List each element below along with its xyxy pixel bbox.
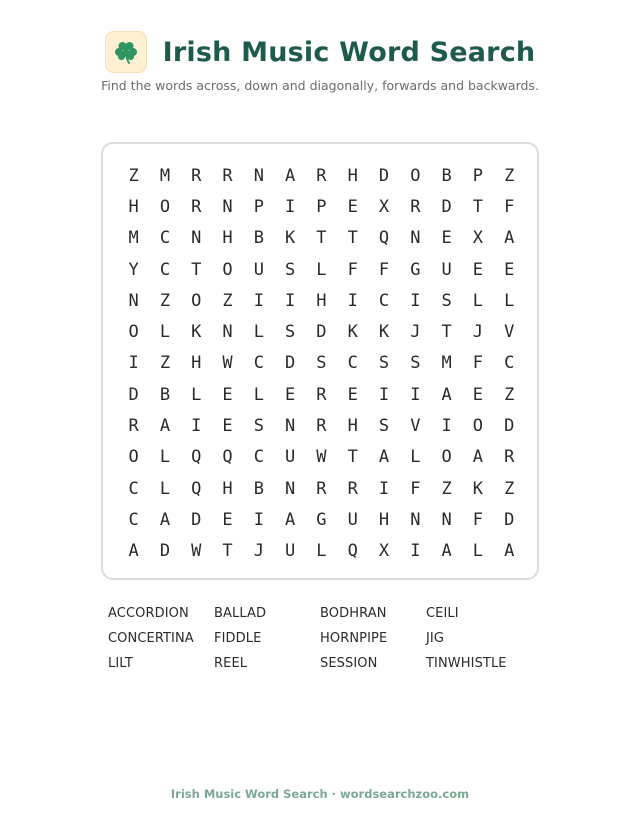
grid-row [118,379,525,410]
grid-cell[interactable]: E [472,384,484,405]
grid-cell[interactable]: N [222,196,233,217]
grid-cell[interactable]: D [159,541,171,562]
grid-cell[interactable]: O [128,322,139,343]
grid-cell[interactable]: U [441,259,452,280]
grid-cell[interactable]: O [128,447,139,468]
grid-cell[interactable]: N [128,290,139,311]
grid-cell[interactable]: P [316,196,327,217]
letter-grid [118,160,525,567]
grid-cell[interactable]: Q [347,541,358,562]
grid-cell[interactable]: A [504,228,515,249]
grid-cell[interactable]: F [472,509,484,530]
grid-cell[interactable]: S [316,353,327,374]
grid-cell[interactable]: C [253,447,264,468]
grid-cell[interactable]: H [191,353,202,374]
page-title: Irish Music Word Search [162,36,536,68]
grid-cell[interactable]: L [253,322,264,343]
grid-cell[interactable]: D [316,322,327,343]
grid-cell[interactable]: V [410,416,421,437]
grid-cell[interactable]: S [378,353,390,374]
grid-cell[interactable]: G [410,259,421,280]
grid-cell[interactable]: I [410,384,421,405]
grid-row [118,254,525,285]
grid-cell[interactable]: M [441,353,452,374]
word-list-item: SESSION [320,656,378,671]
grid-cell[interactable]: T [191,259,202,280]
grid-cell[interactable]: N [285,416,296,437]
grid-cell[interactable]: D [378,165,390,186]
grid-cell[interactable]: E [472,259,484,280]
grid-cell[interactable]: A [441,384,452,405]
grid-row [118,504,525,535]
grid-cell[interactable]: N [191,228,202,249]
grid-cell[interactable]: O [159,196,171,217]
grid-cell[interactable]: R [128,416,139,437]
grid-cell[interactable]: L [159,322,171,343]
grid-cell[interactable]: S [378,416,390,437]
grid-cell[interactable]: W [222,353,233,374]
grid-cell[interactable]: U [285,541,296,562]
grid-row [118,348,525,379]
grid-cell[interactable]: I [347,290,358,311]
grid-cell[interactable]: B [159,384,171,405]
grid-cell[interactable]: B [253,478,264,499]
word-list-item: REEL [214,656,248,671]
grid-cell[interactable]: I [410,290,421,311]
grid-cell[interactable]: H [347,416,358,437]
grid-cell[interactable]: Z [504,478,515,499]
grid-cell[interactable]: C [504,353,515,374]
grid-cell[interactable]: D [191,509,202,530]
grid-cell[interactable]: Z [159,290,171,311]
grid-cell[interactable]: A [159,509,171,530]
word-list-item: TINWHISTLE [426,656,507,671]
instructions: Find the words across, down and diagonally, forwards and backwards. [101,78,539,93]
grid-cell[interactable]: Y [128,259,139,280]
word-list-item: BALLAD [214,606,267,621]
grid-cell[interactable]: I [378,384,390,405]
grid-cell[interactable]: R [191,165,202,186]
grid-cell[interactable]: E [222,509,233,530]
word-list-item: JIG [426,631,445,646]
grid-cell[interactable]: P [253,196,264,217]
grid-cell[interactable]: R [316,416,327,437]
grid-cell[interactable]: C [128,509,139,530]
grid-cell[interactable]: A [504,541,515,562]
grid-row [118,223,525,254]
grid-cell[interactable]: D [128,384,139,405]
grid-cell[interactable]: E [222,416,233,437]
grid-cell[interactable]: T [472,196,484,217]
grid-cell[interactable]: A [285,509,296,530]
grid-cell[interactable]: Z [441,478,452,499]
grid-cell[interactable]: D [441,196,452,217]
grid-cell[interactable]: K [191,322,202,343]
grid-row [118,285,525,316]
grid-cell[interactable]: X [378,196,390,217]
grid-cell[interactable]: A [441,541,452,562]
grid-cell[interactable]: U [347,509,358,530]
grid-cell[interactable]: S [285,259,296,280]
word-list [108,606,568,673]
grid-cell[interactable]: J [253,541,264,562]
grid-cell[interactable]: E [504,259,515,280]
grid-cell[interactable]: I [128,353,139,374]
grid-cell[interactable]: N [253,165,264,186]
grid-cell[interactable]: F [410,478,421,499]
grid-cell[interactable]: S [441,290,452,311]
grid-cell[interactable]: E [347,384,358,405]
grid-cell[interactable]: M [159,165,171,186]
grid-cell[interactable]: Z [159,353,171,374]
header [0,28,640,76]
grid-cell[interactable]: E [347,196,358,217]
word-list-item: HORNPIPE [320,631,388,646]
grid-cell[interactable]: E [222,384,233,405]
grid-cell[interactable]: A [378,447,390,468]
grid-row [118,191,525,222]
grid-cell[interactable]: T [347,447,358,468]
grid-cell[interactable]: Q [191,478,202,499]
grid-cell[interactable]: U [285,447,296,468]
grid-cell[interactable]: T [222,541,233,562]
grid-cell[interactable]: Z [504,165,515,186]
grid-cell[interactable]: H [128,196,139,217]
grid-cell[interactable]: H [222,228,233,249]
word-list-item: CONCERTINA [108,631,194,646]
word-list-item: LILT [108,656,133,671]
grid-cell[interactable]: J [472,322,484,343]
grid-cell[interactable]: I [285,290,296,311]
grid-cell[interactable]: A [472,447,484,468]
grid-cell[interactable]: Z [128,165,139,186]
grid-cell[interactable]: I [285,196,296,217]
grid-cell[interactable]: E [285,384,296,405]
grid-cell[interactable]: D [504,416,515,437]
word-list-item: ACCORDION [108,606,189,621]
grid-cell[interactable]: R [347,478,358,499]
grid-cell[interactable]: K [472,478,484,499]
grid-cell[interactable]: R [222,165,233,186]
grid-cell[interactable]: A [159,416,171,437]
word-list-item: CEILI [426,606,459,621]
grid-cell[interactable]: O [191,290,202,311]
grid-cell[interactable]: R [191,196,202,217]
grid-cell[interactable]: B [253,228,264,249]
grid-cell[interactable]: F [378,259,390,280]
grid-cell[interactable]: S [253,416,264,437]
grid-cell[interactable]: N [222,322,233,343]
grid-cell[interactable]: R [504,447,515,468]
grid-cell[interactable]: T [347,228,358,249]
grid-row [118,410,525,441]
word-list-item: FIDDLE [214,631,262,646]
grid-cell[interactable]: Z [504,384,515,405]
grid-cell[interactable]: K [347,322,358,343]
grid-cell[interactable]: W [316,447,327,468]
grid-cell[interactable]: D [285,353,296,374]
grid-cell[interactable]: I [191,416,202,437]
grid-cell[interactable]: I [378,478,390,499]
grid-cell[interactable]: N [441,509,452,530]
grid-cell[interactable]: T [441,322,452,343]
grid-cell[interactable]: L [253,384,264,405]
grid-cell[interactable]: N [285,478,296,499]
grid-cell[interactable]: C [253,353,264,374]
grid-cell[interactable]: L [316,259,327,280]
grid-cell[interactable]: J [410,322,421,343]
grid-cell[interactable]: S [410,353,421,374]
grid-cell[interactable]: Q [191,447,202,468]
grid-cell[interactable]: H [347,165,358,186]
footer: Irish Music Word Search · wordsearchzoo.com [170,787,470,801]
grid-cell[interactable]: V [504,322,515,343]
grid-cell[interactable]: O [472,416,484,437]
grid-cell[interactable]: I [253,509,264,530]
grid-cell[interactable]: C [159,228,171,249]
grid-cell[interactable]: Q [378,228,390,249]
grid-cell[interactable]: F [347,259,358,280]
grid-cell[interactable]: E [441,228,452,249]
grid-row [118,473,525,504]
grid-cell[interactable]: X [378,541,390,562]
grid-cell[interactable]: R [316,165,327,186]
grid-row [118,160,525,191]
grid-cell[interactable]: X [472,228,484,249]
grid-cell[interactable]: C [159,259,171,280]
grid-cell[interactable]: U [253,259,264,280]
grid-cell[interactable]: A [128,541,139,562]
grid-cell[interactable]: B [441,165,452,186]
logo [105,31,147,73]
grid-cell[interactable]: A [285,165,296,186]
grid-cell[interactable]: L [159,478,171,499]
grid-cell[interactable]: H [378,509,390,530]
grid-cell[interactable]: L [472,541,484,562]
grid-cell[interactable]: L [191,384,202,405]
grid-cell[interactable]: L [159,447,171,468]
grid-cell[interactable]: T [316,228,327,249]
grid-cell[interactable]: I [441,416,452,437]
grid-cell[interactable]: O [410,165,421,186]
grid-cell[interactable]: S [285,322,296,343]
grid-cell[interactable]: P [472,165,484,186]
grid-cell[interactable]: Z [222,290,233,311]
grid-cell[interactable]: C [347,353,358,374]
grid-cell[interactable]: R [410,196,421,217]
word-list-item: BODHRAN [320,606,387,621]
grid-cell[interactable]: O [222,259,233,280]
grid-cell[interactable]: W [191,541,202,562]
grid-cell[interactable]: L [316,541,327,562]
grid-cell[interactable]: O [441,447,452,468]
grid-cell[interactable]: M [128,228,139,249]
grid-cell[interactable]: R [316,384,327,405]
grid-cell[interactable]: I [410,541,421,562]
grid-row [118,536,525,567]
grid-cell[interactable]: K [285,228,296,249]
grid-cell[interactable]: L [410,447,421,468]
grid-cell[interactable]: I [253,290,264,311]
grid-row [118,442,525,473]
grid-cell[interactable]: C [128,478,139,499]
shamrock-icon [112,38,140,66]
grid-cell[interactable]: N [410,509,421,530]
grid-cell[interactable]: H [316,290,327,311]
grid-cell[interactable]: H [222,478,233,499]
puzzle-grid-frame [101,142,539,580]
grid-cell[interactable]: L [504,290,515,311]
grid-cell[interactable]: C [378,290,390,311]
grid-cell[interactable]: K [378,322,390,343]
grid-cell[interactable]: L [472,290,484,311]
grid-cell[interactable]: Q [222,447,233,468]
grid-cell[interactable]: F [472,353,484,374]
grid-cell[interactable]: R [316,478,327,499]
grid-cell[interactable]: N [410,228,421,249]
grid-row [118,316,525,347]
grid-cell[interactable]: G [316,509,327,530]
grid-cell[interactable]: F [504,196,515,217]
grid-cell[interactable]: D [504,509,515,530]
